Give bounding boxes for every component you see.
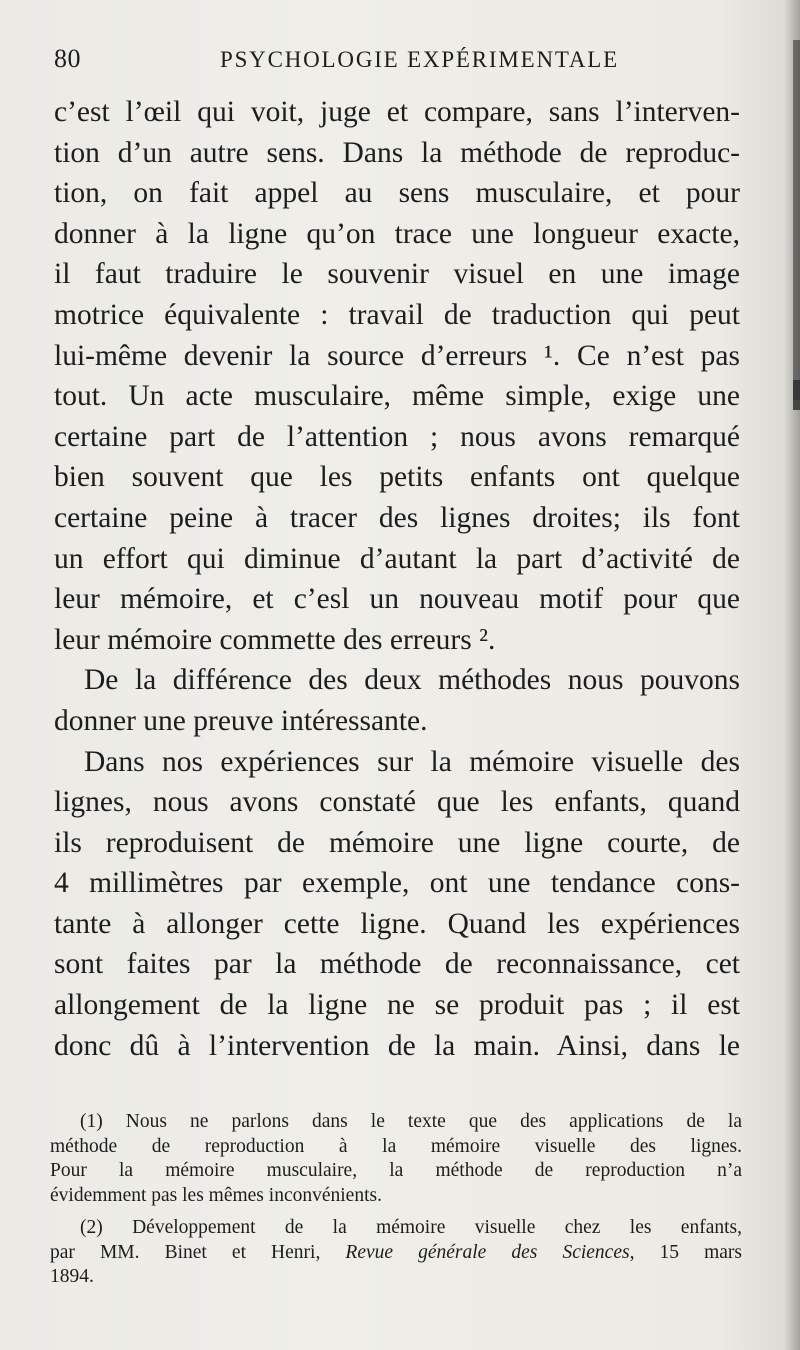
footnotes bbox=[50, 1110, 742, 1290]
body-line: certaine peine à tracer des lignes droites; ils font bbox=[54, 501, 740, 534]
footnote-line: (1) Nous ne parlons dans le texte que des applications de la bbox=[80, 1111, 742, 1132]
footnote-line: (2) Développement de la mémoire visuelle chez les enfants, bbox=[80, 1217, 742, 1238]
body-line: lui-même devenir la source d’erreurs ¹. Ce n’est pas bbox=[54, 339, 740, 372]
body-line: il faut traduire le souvenir visuel en une image bbox=[54, 258, 740, 291]
body-line: lignes, nous avons constaté que les enfants, quand bbox=[54, 786, 740, 819]
page-edge-mark bbox=[793, 380, 800, 410]
body-line: donner une preuve intéressante. bbox=[54, 704, 428, 737]
body-line: allongement de la ligne ne se produit pas ; il est bbox=[54, 989, 740, 1022]
body-line: De la différence des deux méthodes nous pouvons bbox=[84, 664, 740, 697]
body-line: Dans nos expériences sur la mémoire visuelle des bbox=[84, 745, 740, 778]
body-line: un effort qui diminue d’autant la part d’activité de bbox=[54, 542, 740, 575]
body-line: tout. Un acte musculaire, même simple, exige une bbox=[54, 380, 740, 413]
body-line: motrice équivalente : travail de traduction qui peut bbox=[54, 298, 740, 331]
footnote-line: méthode de reproduction à la mémoire visuelle des lignes. bbox=[50, 1135, 742, 1157]
body-line: 4 millimètres par exemple, ont une tendance cons- bbox=[54, 867, 740, 900]
body-line: sont faites par la méthode de reconnaissance, cet bbox=[54, 948, 740, 981]
body-line: leur mémoire commette des erreurs ². bbox=[54, 623, 496, 656]
footnote-line: Pour la mémoire musculaire, la méthode de reproduction n’a bbox=[50, 1160, 742, 1181]
body-line: bien souvent que les petits enfants ont quelque bbox=[54, 461, 740, 494]
body-text bbox=[54, 92, 740, 1066]
footnote-gap bbox=[50, 1208, 742, 1216]
footnote-text: , 15 mars bbox=[629, 1241, 743, 1263]
footnote-text: par MM. Binet et Henri, bbox=[50, 1241, 346, 1263]
footnote-line: évidemment pas les mêmes inconvénients. bbox=[50, 1184, 382, 1206]
footnote-line: 1894. bbox=[50, 1266, 94, 1287]
page-header bbox=[54, 44, 744, 80]
page-number: 80 bbox=[54, 44, 81, 73]
body-line: tion d’un autre sens. Dans la méthode de reproduc- bbox=[54, 136, 740, 169]
page-edge-mark bbox=[793, 40, 800, 400]
body-line: c’est l’œil qui voit, juge et compare, sans l’interven- bbox=[54, 96, 740, 128]
body-line: donc dû à l’intervention de la main. Ainsi, dans le bbox=[54, 1029, 740, 1062]
body-line: tante à allonger cette ligne. Quand les expériences bbox=[54, 907, 740, 940]
body-line: tion, on fait appel au sens musculaire, et pour bbox=[54, 177, 740, 210]
journal-title: Revue générale des Sciences bbox=[345, 1241, 630, 1263]
body-line: donner à la ligne qu’on trace une longueur exacte, bbox=[54, 217, 740, 250]
body-line: ils reproduisent de mémoire une ligne courte, de bbox=[54, 826, 740, 859]
running-title: PSYCHOLOGIE EXPÉRIMENTALE bbox=[220, 47, 620, 72]
body-line: leur mémoire, et c’esl un nouveau motif pour que bbox=[54, 583, 740, 616]
body-line: certaine part de l’attention ; nous avons remarqué bbox=[54, 420, 740, 453]
footnote-citation-line bbox=[50, 1241, 742, 1266]
